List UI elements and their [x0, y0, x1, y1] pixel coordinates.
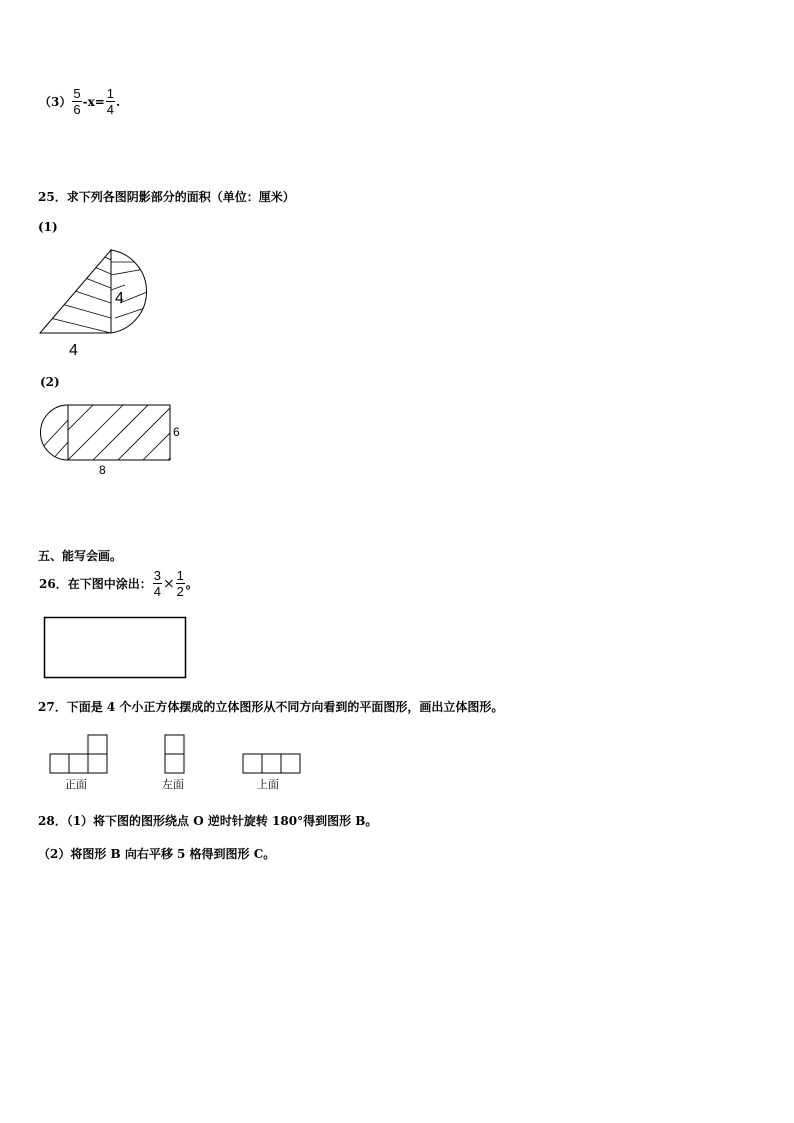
figure-1-side-label: 4 [115, 290, 124, 307]
question-26-prefix: 26．在下图中涂出： [39, 577, 152, 591]
question-26-line [38, 568, 199, 599]
figure-2-rectangle-semicircle [40, 405, 223, 477]
question-25-sub2: (2) [40, 375, 60, 389]
times-sign: × [162, 575, 175, 592]
view-label-front: 正面 [65, 778, 87, 791]
figure-1-triangle-semicircle [40, 250, 152, 359]
view-left-grid [165, 735, 184, 773]
figure-1-base-label: 4 [69, 342, 78, 359]
fraction-three-fourths: $\frac{3}{4}$ [153, 568, 161, 599]
question-28-line-2: （2）将图形 B 向右平移 5 格得到图形 C。 [38, 847, 276, 861]
section-5-title: 五、能写会画。 [38, 549, 123, 563]
question-25-sub1: (1) [38, 220, 58, 234]
figure-2-height-label: 6 [173, 425, 180, 439]
fraction-one-fourth: $\frac{1}{4}$ [106, 86, 115, 117]
view-front-grid [50, 735, 107, 773]
figure-2-rectangle-hatching [68, 405, 223, 460]
fraction-one-half: $\frac{1}{2}$ [176, 568, 184, 599]
equation-label: （3） [39, 95, 72, 109]
equation-end: . [116, 94, 121, 109]
question-27-title: 27．下面是 4 个小正方体摆成的立体图形从不同方向看到的平面图形，画出立体图形。 [38, 700, 504, 714]
figure-2-rectangle-outline [68, 405, 170, 460]
view-label-top: 上面 [257, 778, 279, 791]
figure-2-width-label: 8 [99, 463, 106, 477]
question-28-line-1: 28．（1）将下图的图形绕点 O 逆时针旋转 180°得到图形 B。 [38, 814, 378, 828]
equation-operator: -x= [82, 94, 105, 109]
fraction-five-sixths: $\frac{5}{6}$ [73, 86, 81, 117]
figure-2-semicircle-outline [41, 405, 69, 460]
figure-2-semicircle-hatching [40, 420, 68, 460]
figure-1-triangle-hatching [50, 253, 111, 333]
question-26-end: 。 [185, 577, 198, 591]
figure-1-triangle-outline [40, 250, 111, 333]
view-label-left: 左面 [162, 778, 184, 791]
question-26-rectangle[interactable] [45, 618, 186, 678]
question-25-title: 25．求下列各图阴影部分的面积（单位：厘米） [38, 190, 295, 204]
view-top-grid [243, 754, 300, 773]
